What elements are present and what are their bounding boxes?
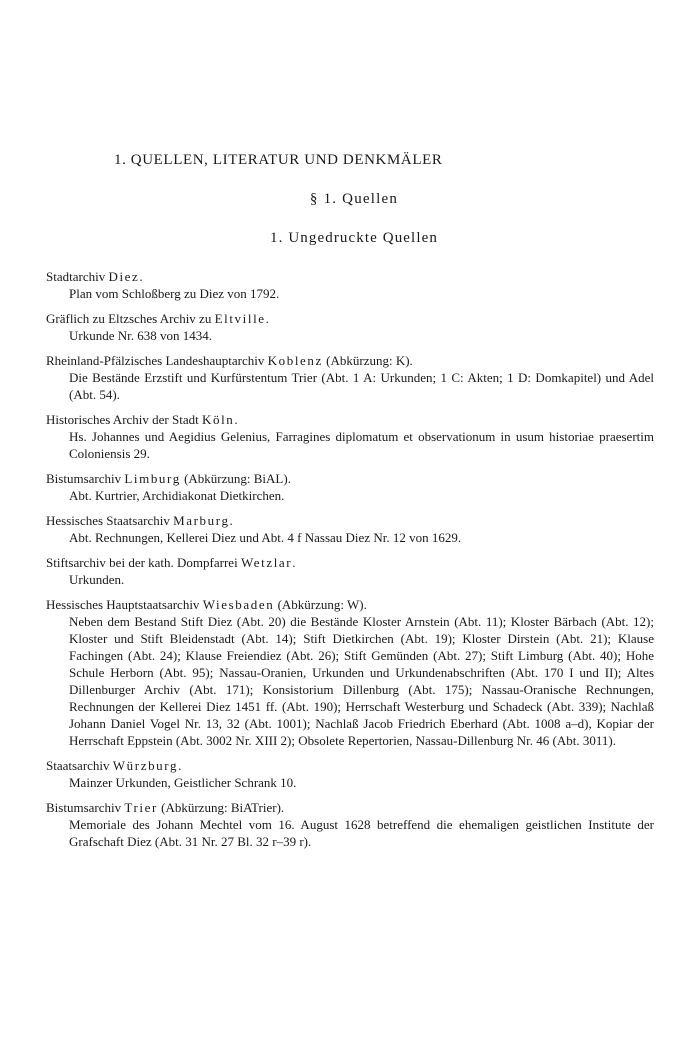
archive-entry-trier	[46, 799, 654, 850]
archive-list	[46, 268, 654, 858]
subsection-title: 1. Ungedruckte Quellen	[270, 230, 438, 246]
archive-name: Rheinland-Pfälzisches Landeshauptarchiv Koblenz (Abkürzung: K).	[46, 353, 413, 368]
archive-holdings: Abt. Rechnungen, Kellerei Diez und Abt. 4 f Nassau Diez Nr. 12 von 1629.	[69, 530, 462, 545]
archive-holdings: Neben dem Bestand Stift Diez (Abt. 20) die Bestände Kloster Arnstein (Abt. 11); Kloster Bärbach (Abt. 12); Kloster und Stift Bleidenstadt (Abt. 14); Stift Dietkirchen (Abt. 19); Kloster Dirstein (Abt. 21); Klause Fachingen (Abt. 24); Klause Freiendiez (Abt. 26); Stift Gemünden (Abt. 27); Stift Limburg (Abt. 40); Hohe Schule Herborn (Abt. 95); Nassau-Oranien, Urkunden und Urkundenabschriften (Abt. 170 I und II); Altes Dillenburger Archiv (Abt. 171); Konsistorium Dillenburg (Abt. 175); Nassau-Oranische Rechnungen, Rechnungen der Kellerei Diez 1451 ff. (Abt. 190); Herrschaft Westerburg und Schadeck (Abt. 339); Nachlaß Johann Daniel Vogel Nr. 13, 32 (Abt. 1001); Nachlaß Jacob Friedrich Eberhard (Abt. 1008 a–d), Kopiar der Herrschaft Eppstein (Abt. 3002 Nr. XIII 2); Obsolete Repertorien, Nassau-Dillenburg Nr. 46 (Abt. 3011).	[69, 614, 654, 748]
archive-holdings: Abt. Kurtrier, Archidiakonat Dietkirchen.	[69, 488, 285, 503]
archive-entry-koblenz	[46, 352, 654, 403]
archive-entry-marburg	[46, 512, 654, 546]
chapter-title: 1. QUELLEN, LITERATUR UND DENKMÄLER	[114, 152, 443, 168]
archive-entry-koeln	[46, 411, 654, 462]
archive-place: Limburg	[124, 471, 181, 486]
archive-holdings: Mainzer Urkunden, Geistlicher Schrank 10.	[69, 775, 297, 790]
archive-place: Koblenz	[267, 353, 323, 368]
archive-place: Würzburg	[112, 758, 179, 773]
archive-holdings: Memoriale des Johann Mechtel vom 16. August 1628 betreffend die ehemaligen geistlichen Institute der Grafschaft Diez (Abt. 31 Nr. 27 Bl. 32 r–39 r).	[69, 817, 654, 849]
archive-name: Bistumsarchiv Trier (Abkürzung: BiATrier).	[46, 800, 285, 815]
archive-name: Gräflich zu Eltzsches Archiv zu Eltville.	[46, 311, 269, 326]
section-title: § 1. Quellen	[309, 191, 399, 207]
archive-name: Hessisches Staatsarchiv Marburg.	[46, 513, 233, 528]
archive-entry-diez	[46, 268, 654, 302]
archive-holdings: Die Bestände Erzstift und Kurfürstentum Trier (Abt. 1 A: Urkunden; 1 C: Akten; 1 D: Domkapitel) und Adel (Abt. 54).	[69, 370, 654, 402]
archive-name: Staatsarchiv Würzburg.	[46, 758, 182, 773]
archive-holdings: Hs. Johannes und Aegidius Gelenius, Farragines diplomatum et observationum in usum historiae praesertim Coloniensis 29.	[69, 429, 654, 461]
archive-entry-wuerzburg	[46, 757, 654, 791]
archive-place: Trier	[124, 800, 158, 815]
archive-name: Historisches Archiv der Stadt Köln.	[46, 412, 238, 427]
archive-place: Wiesbaden	[202, 597, 275, 612]
archive-entry-wetzlar	[46, 554, 654, 588]
archive-place: Eltville	[214, 311, 266, 326]
archive-holdings: Urkunde Nr. 638 von 1434.	[69, 328, 212, 343]
archive-place: Diez	[108, 269, 140, 284]
archive-name: Hessisches Hauptstaatsarchiv Wiesbaden (Abkürzung: W).	[46, 597, 367, 612]
archive-holdings: Urkunden.	[69, 572, 125, 587]
archive-place: Marburg	[173, 513, 230, 528]
archive-entry-limburg	[46, 470, 654, 504]
archive-name: Bistumsarchiv Limburg (Abkürzung: BiAL).	[46, 471, 291, 486]
archive-entry-eltville	[46, 310, 654, 344]
archive-place: Köln	[201, 412, 235, 427]
archive-name: Stadtarchiv Diez.	[46, 269, 143, 284]
archive-entry-wiesbaden	[46, 596, 654, 749]
archive-place: Wetzlar	[240, 555, 293, 570]
archive-name: Stiftsarchiv bei der kath. Dompfarrei Wetzlar.	[46, 555, 296, 570]
archive-holdings: Plan vom Schloßberg zu Diez von 1792.	[69, 286, 280, 301]
